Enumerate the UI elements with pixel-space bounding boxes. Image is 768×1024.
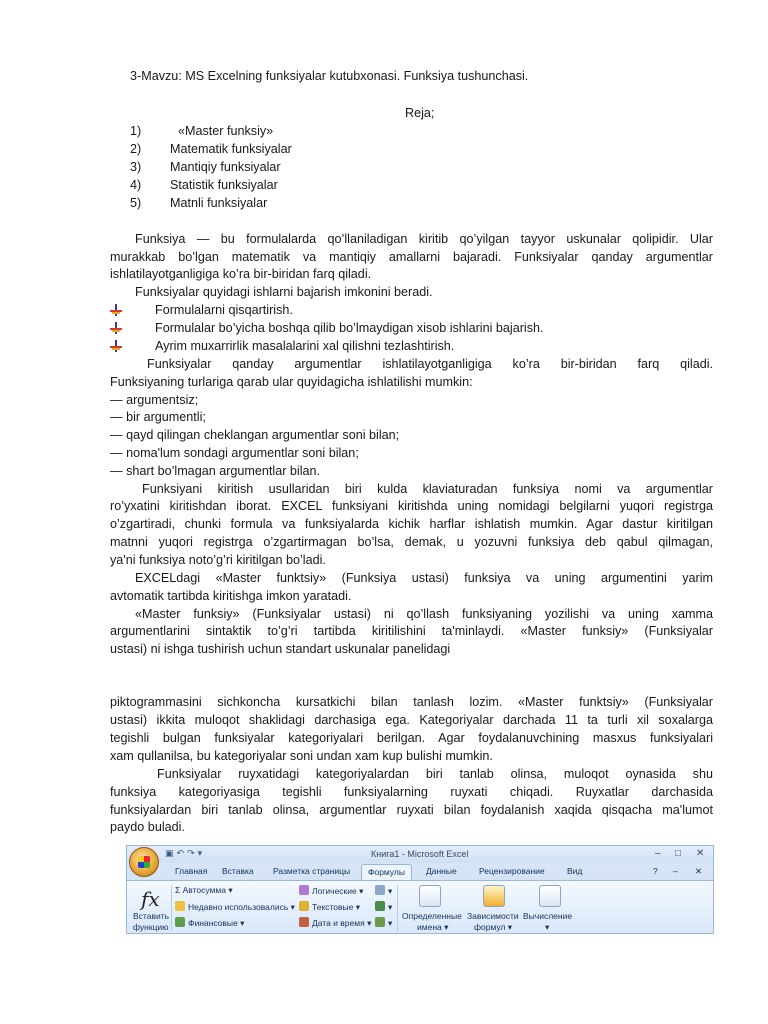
list-item: 3) Mantiqiy funksiyalar: [130, 160, 281, 174]
list-item: — qayd qilingan cheklangan argumentlar soni bilan;: [110, 428, 400, 442]
logical-button[interactable]: Логические ▾: [299, 885, 363, 897]
list-item: 2) Matematik funksiyalar: [130, 142, 292, 156]
pushpin-bullet-icon: [110, 322, 122, 334]
function-icon: fx: [141, 887, 160, 911]
auditing-icon: [483, 885, 505, 907]
minimize-icon[interactable]: –: [655, 848, 661, 859]
more-functions-icon[interactable]: ▾: [375, 917, 392, 929]
money-icon: [175, 917, 185, 927]
financial-button[interactable]: Финансовые ▾: [175, 917, 244, 929]
tab-formulas[interactable]: Формулы: [361, 864, 412, 880]
book-icon: [299, 885, 309, 895]
paragraph-2: Funksiyalar quyidagi ishlarni bajarish imkonini beradi.: [135, 285, 433, 299]
list-item: — noma'lum sondagi argumentlar soni bilan;: [110, 446, 359, 460]
close-icon[interactable]: ✕: [696, 848, 705, 859]
divider: [397, 885, 398, 931]
redo-icon[interactable]: ↷: [187, 848, 198, 858]
text-button[interactable]: Текстовые ▾: [299, 901, 360, 913]
pushpin-bullet-icon: [110, 340, 122, 352]
title-bar: [127, 846, 713, 863]
date-time-button[interactable]: Дата и время ▾: [299, 917, 371, 929]
quick-access-toolbar[interactable]: [165, 848, 205, 859]
plan-heading: Reja;: [405, 106, 435, 120]
pushpin-bullet-icon: [110, 304, 122, 316]
list-item: 1) «Master funksiy»: [130, 124, 274, 138]
ribbon-close-icon[interactable]: ✕: [695, 866, 703, 876]
lookup-icon[interactable]: ▾: [375, 885, 392, 897]
tab-insert[interactable]: Вставка: [222, 866, 254, 876]
tab-page-layout[interactable]: Разметка страницы: [273, 866, 351, 876]
list-item: — bir argumentli;: [110, 410, 206, 424]
tab-view[interactable]: Вид: [567, 866, 583, 876]
list-item: — shart bo’lmagan argumentlar bilan.: [110, 464, 321, 478]
tab-data[interactable]: Данные: [426, 866, 457, 876]
chevron-down-icon[interactable]: ▾: [197, 848, 206, 858]
ribbon-minimize-icon[interactable]: –: [673, 866, 678, 876]
names-icon: [419, 885, 441, 907]
tab-review[interactable]: Рецензирование: [479, 866, 545, 876]
divider: [171, 885, 172, 931]
help-icon[interactable]: ?: [653, 866, 658, 876]
title-line: 3-Mavzu: MS Excelning funksiyalar kutubxonasi. Funksiya tushunchasi.: [130, 69, 529, 83]
math-icon[interactable]: ▾: [375, 901, 392, 913]
ribbon-body: fx Вставить функцию Σ Автосумма ▾ Недавно использовались ▾ Финансовые ▾ Логические ▾ Текстовые ▾ Дата и время ▾ ▾ ▾ ▾ Определенные имена ▾ Зависимости формул ▾ Вычисление ▾: [127, 880, 713, 934]
ribbon-tabs: [127, 864, 713, 880]
list-item: 5) Matnli funksiyalar: [130, 196, 268, 210]
list-item: 4) Statistik funksiyalar: [130, 178, 278, 192]
calculator-icon: [539, 885, 561, 907]
list-item: — argumentsiz;: [110, 393, 199, 407]
excel-ribbon-image: [126, 845, 714, 934]
window-title: Книга1 - Microsoft Excel: [371, 849, 469, 859]
undo-icon[interactable]: ↶: [176, 848, 188, 858]
autosum-button[interactable]: Σ Автосумма ▾: [175, 885, 233, 895]
save-icon[interactable]: ▣: [165, 848, 177, 858]
recently-used-button[interactable]: Недавно использовались ▾: [175, 901, 295, 913]
maximize-icon[interactable]: □: [675, 848, 682, 859]
star-icon: [175, 901, 185, 911]
calendar-icon: [299, 917, 309, 927]
text-a-icon: [299, 901, 309, 911]
tab-home[interactable]: Главная: [175, 866, 208, 876]
